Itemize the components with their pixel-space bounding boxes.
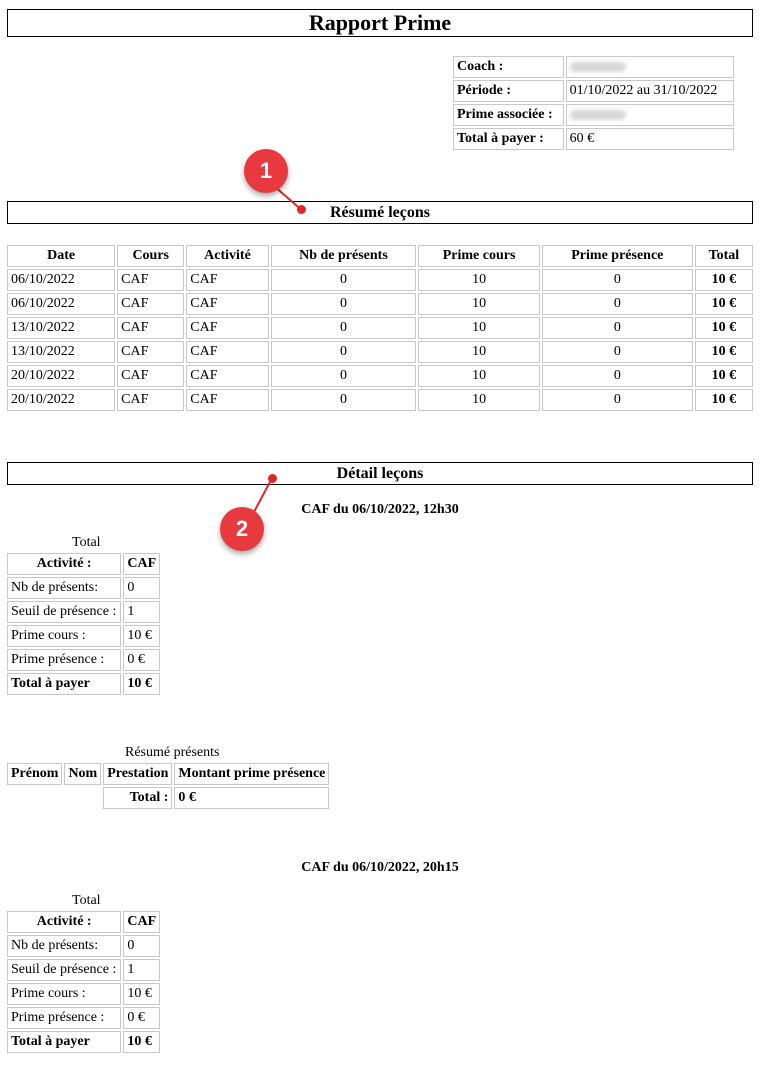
col-prime-presence: Prime présence bbox=[542, 245, 693, 267]
cell-prime-presence: 0 bbox=[542, 293, 693, 315]
cell-nb-presents: 0 bbox=[271, 317, 417, 339]
cell-prime-presence: 0 bbox=[542, 389, 693, 411]
cell-total: 10 € bbox=[695, 269, 753, 291]
activite-label: Activité : bbox=[7, 553, 121, 575]
detail-lecons-heading: Détail leçons bbox=[7, 462, 753, 485]
total-row bbox=[453, 128, 734, 150]
redacted-text bbox=[570, 62, 626, 72]
seuil-label: Seuil de présence : bbox=[7, 959, 121, 981]
cell-prime-presence: 0 bbox=[542, 341, 693, 363]
cell-cours: CAF bbox=[117, 365, 184, 387]
col-date: Date bbox=[7, 245, 115, 267]
prime-cours-value: 10 € bbox=[123, 983, 160, 1005]
total-payer-value: 10 € bbox=[123, 1031, 160, 1053]
activite-row bbox=[7, 553, 160, 575]
cell-activite: CAF bbox=[186, 269, 268, 291]
col-prime-cours: Prime cours bbox=[418, 245, 540, 267]
total-payer-label: Total à payer bbox=[7, 1031, 121, 1053]
table-row bbox=[7, 341, 753, 363]
total-payer-label: Total à payer bbox=[7, 673, 121, 695]
cell-nb-presents: 0 bbox=[271, 365, 417, 387]
nb-presents-row bbox=[7, 935, 160, 957]
presents-total-label: Total : bbox=[103, 787, 172, 809]
nb-presents-value: 0 bbox=[123, 935, 160, 957]
cell-cours: CAF bbox=[117, 293, 184, 315]
presents-total-value: 0 € bbox=[174, 787, 329, 809]
col-cours: Cours bbox=[117, 245, 184, 267]
presents-caption: Résumé présents bbox=[125, 745, 220, 760]
seuil-value: 1 bbox=[123, 601, 160, 623]
activite-label: Activité : bbox=[7, 911, 121, 933]
lesson-title: CAF du 06/10/2022, 12h30 bbox=[301, 502, 459, 517]
nb-presents-row bbox=[7, 577, 160, 599]
coach-value-redacted bbox=[566, 56, 734, 78]
cell-prime-cours: 10 bbox=[418, 293, 540, 315]
cell-nb-presents: 0 bbox=[271, 293, 417, 315]
table-row bbox=[7, 365, 753, 387]
cell-total: 10 € bbox=[695, 389, 753, 411]
prime-cours-value: 10 € bbox=[123, 625, 160, 647]
seuil-value: 1 bbox=[123, 959, 160, 981]
total-value: 60 € bbox=[566, 128, 734, 150]
cell-total: 10 € bbox=[695, 293, 753, 315]
seuil-row bbox=[7, 601, 160, 623]
periode-row bbox=[453, 80, 734, 102]
col-total: Total bbox=[695, 245, 753, 267]
total-caption: Total bbox=[72, 893, 101, 908]
cell-activite: CAF bbox=[186, 365, 268, 387]
marker-1-badge: 1 bbox=[244, 149, 288, 193]
cell-prime-cours: 10 bbox=[418, 365, 540, 387]
col-montant: Montant prime présence bbox=[174, 763, 329, 785]
col-nb-presents: Nb de présents bbox=[271, 245, 417, 267]
cell-prime-presence: 0 bbox=[542, 317, 693, 339]
summary-header-row bbox=[7, 245, 753, 267]
resume-lecons-heading: Résumé leçons bbox=[7, 201, 753, 224]
prime-cours-row bbox=[7, 983, 160, 1005]
redacted-text bbox=[570, 110, 626, 120]
prime-row bbox=[453, 104, 734, 126]
nb-presents-value: 0 bbox=[123, 577, 160, 599]
cell-nb-presents: 0 bbox=[271, 269, 417, 291]
prime-presence-label: Prime présence : bbox=[7, 649, 121, 671]
total-caption: Total bbox=[72, 535, 101, 550]
cell-date: 20/10/2022 bbox=[7, 365, 115, 387]
prime-label: Prime associée : bbox=[453, 104, 564, 126]
total-payer-row bbox=[7, 673, 160, 695]
cell-date: 06/10/2022 bbox=[7, 269, 115, 291]
cell-total: 10 € bbox=[695, 317, 753, 339]
cell-cours: CAF bbox=[117, 341, 184, 363]
table-row bbox=[7, 317, 753, 339]
cell-total: 10 € bbox=[695, 341, 753, 363]
col-prenom: Prénom bbox=[7, 763, 62, 785]
marker-2-badge: 2 bbox=[220, 507, 264, 551]
lesson-title: CAF du 06/10/2022, 20h15 bbox=[301, 860, 459, 875]
marker-1-dot bbox=[297, 205, 306, 214]
nb-presents-label: Nb de présents: bbox=[7, 935, 121, 957]
cell-prime-cours: 10 bbox=[418, 341, 540, 363]
periode-label: Période : bbox=[453, 80, 564, 102]
cell-nb-presents: 0 bbox=[271, 389, 417, 411]
periode-value: 01/10/2022 au 31/10/2022 bbox=[566, 80, 734, 102]
prime-cours-label: Prime cours : bbox=[7, 983, 121, 1005]
prime-cours-row bbox=[7, 625, 160, 647]
prime-value-redacted bbox=[566, 104, 734, 126]
seuil-label: Seuil de présence : bbox=[7, 601, 121, 623]
lesson-total-table bbox=[5, 551, 162, 697]
cell-date: 13/10/2022 bbox=[7, 341, 115, 363]
cell-activite: CAF bbox=[186, 317, 268, 339]
cell-activite: CAF bbox=[186, 293, 268, 315]
col-activite: Activité bbox=[186, 245, 268, 267]
cell-prime-cours: 10 bbox=[418, 269, 540, 291]
cell-prime-presence: 0 bbox=[542, 269, 693, 291]
cell-total: 10 € bbox=[695, 365, 753, 387]
cell-activite: CAF bbox=[186, 389, 268, 411]
activite-value: CAF bbox=[123, 553, 160, 575]
table-row bbox=[7, 389, 753, 411]
coach-label: Coach : bbox=[453, 56, 564, 78]
total-label: Total à payer : bbox=[453, 128, 564, 150]
activite-value: CAF bbox=[123, 911, 160, 933]
activite-row bbox=[7, 911, 160, 933]
seuil-row bbox=[7, 959, 160, 981]
marker-2-dot bbox=[268, 474, 277, 483]
presents-header-row bbox=[7, 763, 329, 785]
table-row bbox=[7, 293, 753, 315]
presents-total-row bbox=[7, 787, 329, 809]
prime-presence-value: 0 € bbox=[123, 649, 160, 671]
report-info-table bbox=[451, 54, 736, 152]
prime-cours-label: Prime cours : bbox=[7, 625, 121, 647]
summary-table bbox=[5, 243, 755, 413]
prime-presence-row bbox=[7, 1007, 160, 1029]
page-title: Rapport Prime bbox=[7, 9, 753, 37]
cell-activite: CAF bbox=[186, 341, 268, 363]
col-nom: Nom bbox=[64, 763, 101, 785]
cell-prime-cours: 10 bbox=[418, 389, 540, 411]
total-payer-value: 10 € bbox=[123, 673, 160, 695]
prime-presence-row bbox=[7, 649, 160, 671]
prime-presence-value: 0 € bbox=[123, 1007, 160, 1029]
cell-prime-cours: 10 bbox=[418, 317, 540, 339]
cell-cours: CAF bbox=[117, 317, 184, 339]
cell-date: 06/10/2022 bbox=[7, 293, 115, 315]
empty-cell bbox=[64, 787, 101, 809]
cell-cours: CAF bbox=[117, 389, 184, 411]
total-payer-row bbox=[7, 1031, 160, 1053]
prime-presence-label: Prime présence : bbox=[7, 1007, 121, 1029]
empty-cell bbox=[7, 787, 62, 809]
col-prestation: Prestation bbox=[103, 763, 172, 785]
cell-date: 13/10/2022 bbox=[7, 317, 115, 339]
coach-row bbox=[453, 56, 734, 78]
presents-table bbox=[5, 761, 331, 811]
cell-date: 20/10/2022 bbox=[7, 389, 115, 411]
cell-nb-presents: 0 bbox=[271, 341, 417, 363]
lesson-total-table bbox=[5, 909, 162, 1055]
cell-cours: CAF bbox=[117, 269, 184, 291]
nb-presents-label: Nb de présents: bbox=[7, 577, 121, 599]
cell-prime-presence: 0 bbox=[542, 365, 693, 387]
table-row bbox=[7, 269, 753, 291]
